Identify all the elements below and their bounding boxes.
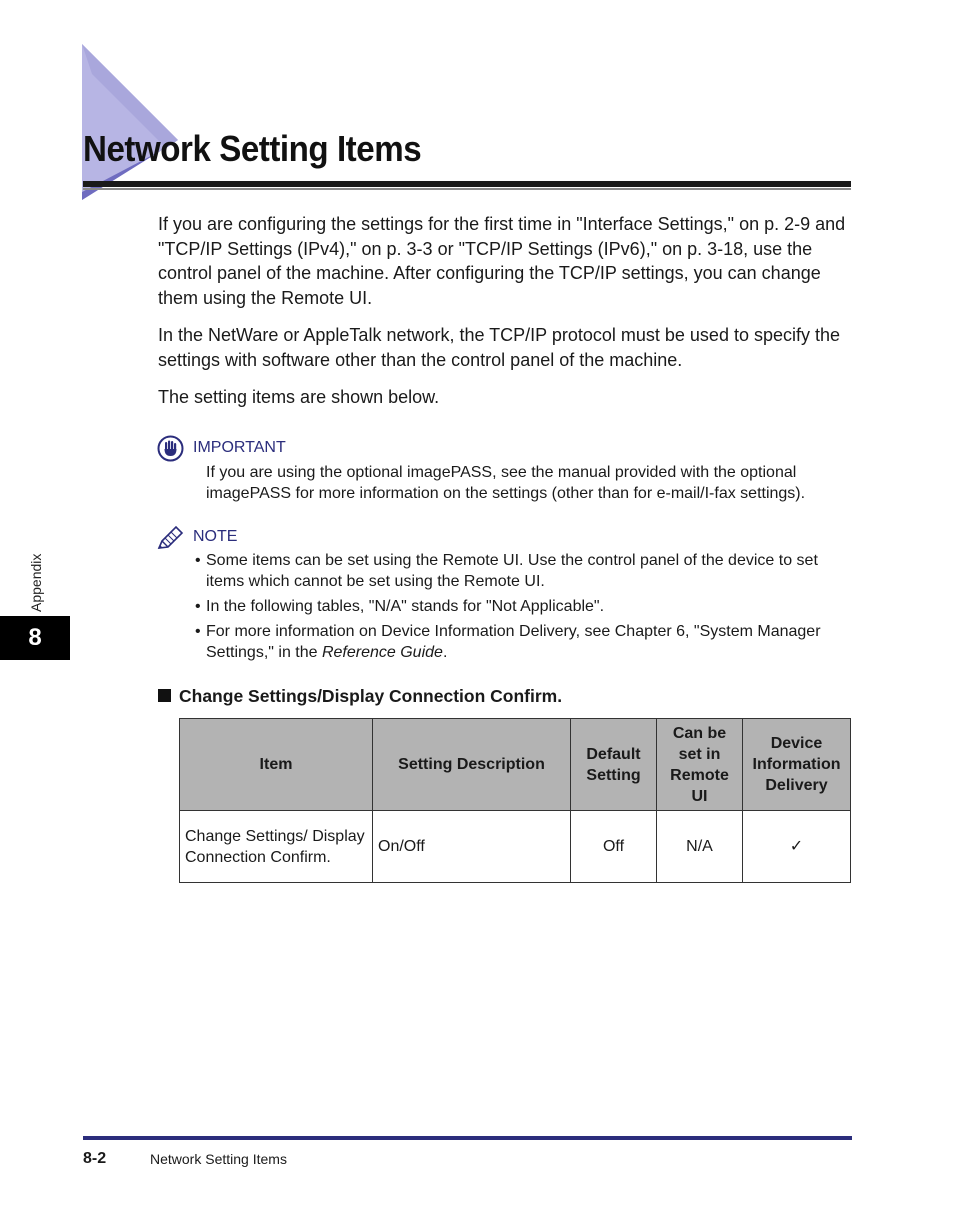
cell-default-setting: Off	[571, 811, 657, 883]
footer-rule	[83, 1136, 852, 1140]
note-item: • Some items can be set using the Remote UI. Use the control panel of the device to set items which cannot be set using the Remote UI.	[193, 550, 853, 592]
header-remote-ui: Can be set in Remote UI	[657, 719, 743, 811]
section-heading-text: Change Settings/Display Connection Confirm.	[179, 686, 563, 706]
note-item: • In the following tables, "N/A" stands for "Not Applicable".	[193, 596, 853, 617]
section-heading	[158, 686, 562, 707]
important-label: IMPORTANT	[193, 439, 286, 456]
note-item	[193, 621, 853, 663]
title-rule	[83, 181, 851, 187]
cell-remote-ui: N/A	[657, 811, 743, 883]
items-shown-paragraph: The setting items are shown below.	[158, 387, 440, 407]
cell-setting-description: On/Off	[373, 811, 571, 883]
reference-guide-title: Reference Guide	[321, 644, 443, 661]
square-bullet-icon	[158, 689, 171, 702]
important-text: If you are using the optional imagePASS, see the manual provided with the optional imagePASS for more information on the settings (other than for e-mail/I-fax settings).	[206, 464, 806, 502]
side-tab-label: Appendix	[28, 553, 44, 612]
note-item-text: For more information on Device Information Delivery, see Chapter 6, "System Manager Settings," in the	[206, 623, 821, 661]
header-default-setting: Default Setting	[571, 719, 657, 811]
pencil-note-icon	[157, 525, 185, 551]
page-number: 8-2	[83, 1150, 107, 1167]
network-paragraph: In the NetWare or AppleTalk network, the TCP/IP protocol must be used to specify the settings with software other than the control panel of the machine.	[158, 325, 841, 370]
settings-table	[179, 718, 851, 883]
note-item-period: .	[442, 644, 448, 661]
header-device-information-delivery: Device Information Delivery	[743, 719, 851, 811]
hand-stop-icon	[157, 435, 184, 462]
page-title: Network Setting Items	[83, 128, 422, 169]
table-row	[180, 811, 851, 883]
chapter-tab: 8	[0, 616, 70, 660]
note-label: NOTE	[193, 528, 238, 545]
header-item: Item	[180, 719, 373, 811]
intro-paragraph: If you are configuring the settings for the first time in "Interface Settings," on p. 2-9 and "TCP/IP Settings (IPv4)," on p. 3-3 or "TCP/IP Settings (IPv6)," on p. 3-18, use the control panel of the machine. After configuring the TCP/IP settings, you can change them using the Remote UI.	[158, 214, 846, 308]
footer-title: Network Setting Items	[150, 1151, 287, 1167]
note-list	[193, 550, 853, 667]
corner-triangle-decoration	[82, 44, 182, 200]
table-header-row	[180, 719, 851, 811]
cell-item: Change Settings/ Display Connection Confirm.	[180, 811, 373, 883]
checkmark-icon: ✓	[743, 811, 851, 883]
title-rule-thin	[83, 188, 851, 190]
header-setting-description: Setting Description	[373, 719, 571, 811]
